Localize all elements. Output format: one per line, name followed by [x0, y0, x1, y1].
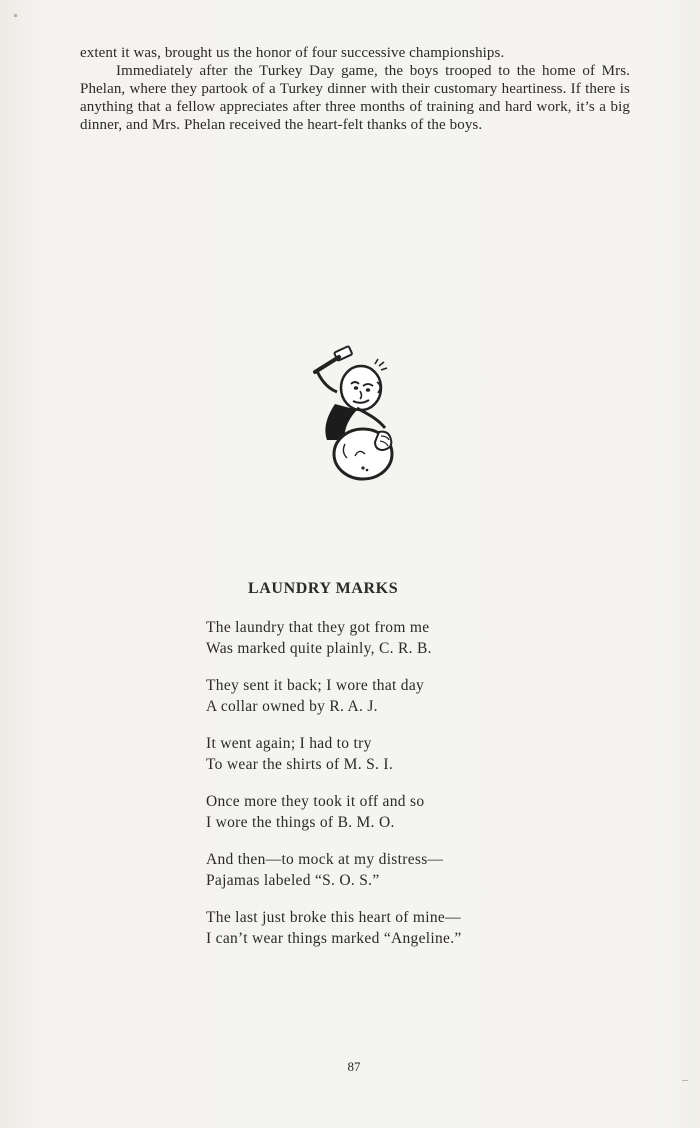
poem-line: To wear the shirts of M. S. I.: [206, 756, 393, 773]
poem-line: Once more they took it off and so: [206, 793, 425, 810]
poem-stanza: [206, 617, 462, 659]
poem-line: A collar owned by R. A. J.: [206, 698, 378, 715]
poem-stanza: [206, 791, 462, 833]
cartoon-figure-with-hammer-and-pot-icon: [305, 344, 401, 484]
poem-line: Pajamas labeled “S. O. S.”: [206, 872, 380, 889]
prose-paragraph: extent it was, brought us the honor of four successive championships.: [80, 45, 505, 61]
poem-line: Was marked quite plainly, C. R. B.: [206, 640, 432, 657]
poem-line: The last just broke this heart of mine—: [206, 909, 461, 926]
page-speck: [14, 14, 17, 17]
poem: [206, 617, 462, 965]
poem-line: I can’t wear things marked “Angeline.”: [206, 930, 462, 947]
poem-line: The laundry that they got from me: [206, 619, 430, 636]
poem-line: They sent it back; I wore that day: [206, 677, 425, 694]
prose-paragraph: Immediately after the Turkey Day game, the boys trooped to the home of Mrs. Phelan, where they partook of a Turkey dinner with their customary heartiness. If there is anything that a fellow appreciates after three months of training and hard work, it’s a big dinner, and Mrs. Phelan received the heart-felt thanks of the boys.: [80, 63, 630, 133]
poem-line: It went again; I had to try: [206, 735, 372, 752]
prose-section: [80, 44, 630, 134]
poem-title: LAUNDRY MARKS: [248, 580, 399, 597]
page-number: 87: [347, 1059, 361, 1074]
page-speck: [682, 1080, 688, 1081]
poem-stanza: [206, 733, 462, 775]
poem-line: I wore the things of B. M. O.: [206, 814, 395, 831]
poem-stanza: [206, 849, 462, 891]
poem-stanza: [206, 907, 462, 949]
poem-line: And then—to mock at my distress—: [206, 851, 444, 868]
poem-stanza: [206, 675, 462, 717]
